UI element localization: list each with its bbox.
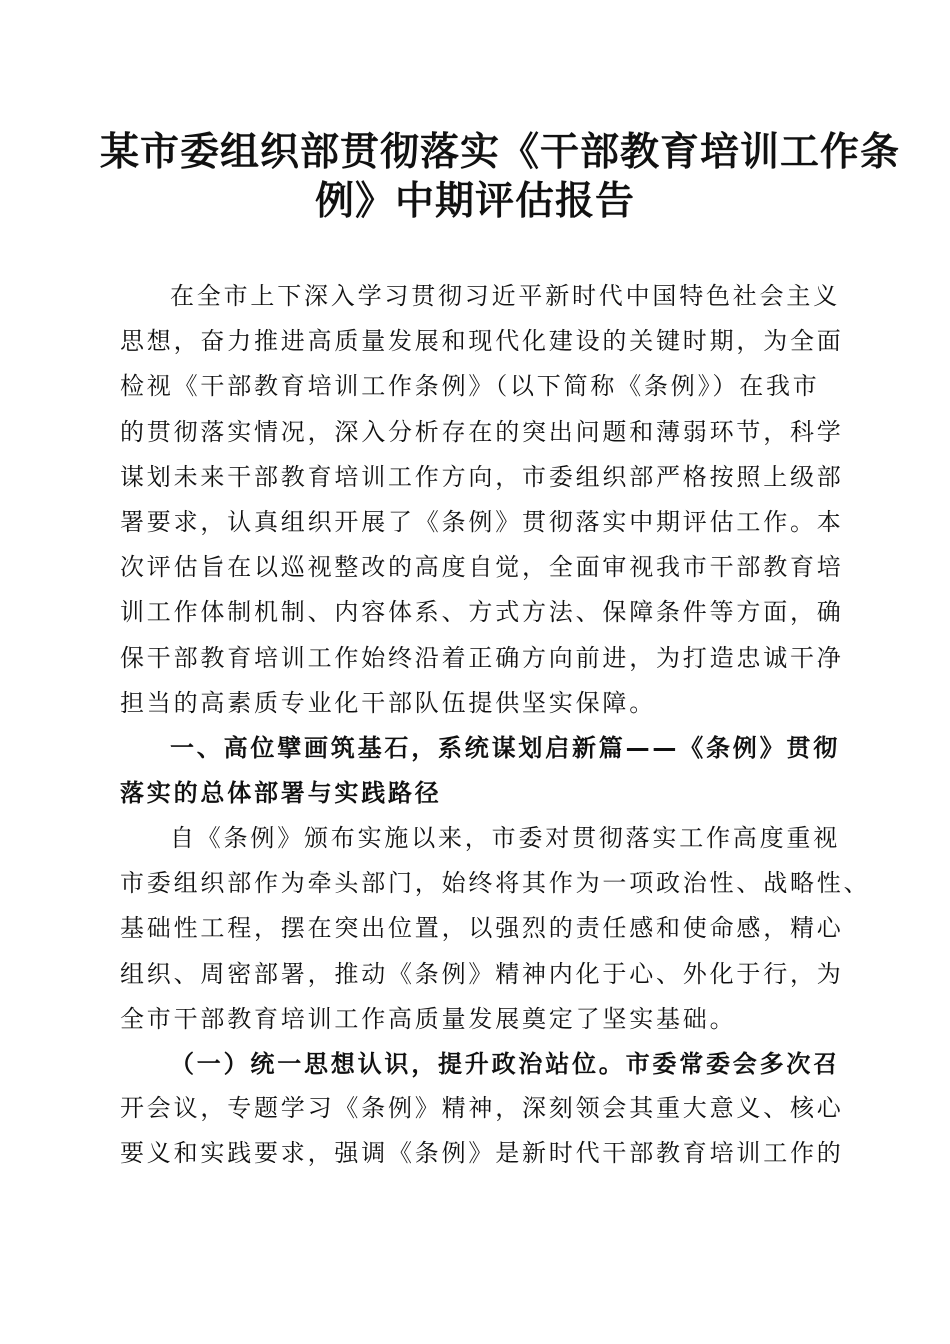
subsection-heading-line: （一）统一思想认识，提升政治站位。市委常委会多次召 — [170, 1049, 840, 1078]
paragraph-line: 谋划未来干部教育培训工作方向，市委组织部严格按照上级部 — [120, 462, 844, 491]
document-title — [100, 128, 901, 226]
paragraph-line: 保干部教育培训工作始终沿着正确方向前进，为打造忠诚干净 — [120, 643, 844, 672]
paragraph-line: 基础性工程，摆在突出位置，以强烈的责任感和使命感，精心 — [120, 914, 844, 943]
paragraph-line: 组织、周密部署，推动《条例》精神内化于心、外化于行，为 — [120, 959, 844, 988]
paragraph-line: 要义和实践要求，强调《条例》是新时代干部教育培训工作的 — [120, 1139, 844, 1168]
subsection-paragraph — [120, 1041, 844, 1177]
paragraph-line: 思想，奋力推进高质量发展和现代化建设的关键时期，为全面 — [120, 327, 844, 356]
title-line: 某市委组织部贯彻落实《干部教育培训工作条 — [100, 129, 901, 175]
title-line: 例》中期评估报告 — [314, 178, 635, 224]
heading-line: 落实的总体部署与实践路径 — [120, 779, 442, 808]
paragraph-line: 在全市上下深入学习贯彻习近平新时代中国特色社会主义 — [170, 282, 840, 310]
paragraph-line: 市委组织部作为牵头部门，始终将其作为一项政治性、战略性、 — [120, 869, 871, 898]
paragraph-line: 检视《干部教育培训工作条例》（以下简称《条例》）在我市 — [120, 372, 820, 401]
section-heading — [120, 726, 840, 816]
paragraph-line: 的贯彻落实情况，深入分析存在的突出问题和薄弱环节，科学 — [120, 417, 844, 446]
paragraph-line: 署要求，认真组织开展了《条例》贯彻落实中期评估工作。本 — [120, 507, 844, 536]
paragraph-line: 次评估旨在以巡视整改的高度自觉，全面审视我市干部教育培 — [120, 553, 844, 582]
paragraph-line: 开会议，专题学习《条例》精神，深刻领会其重大意义、核心 — [120, 1094, 844, 1123]
section-paragraph — [120, 816, 871, 1042]
paragraph-line: 全市干部教育培训工作高质量发展奠定了坚实基础。 — [120, 1004, 737, 1033]
intro-paragraph — [120, 274, 844, 726]
paragraph-line: 担当的高素质专业化干部队伍提供坚实保障。 — [120, 688, 656, 717]
paragraph-line: 自《条例》颁布实施以来，市委对贯彻落实工作高度重视 — [170, 824, 840, 852]
paragraph-line: 训工作体制机制、内容体系、方式方法、保障条件等方面，确 — [120, 598, 844, 627]
heading-line: 一、高位擘画筑基石，系统谋划启新篇——《条例》贯彻 — [170, 734, 840, 762]
